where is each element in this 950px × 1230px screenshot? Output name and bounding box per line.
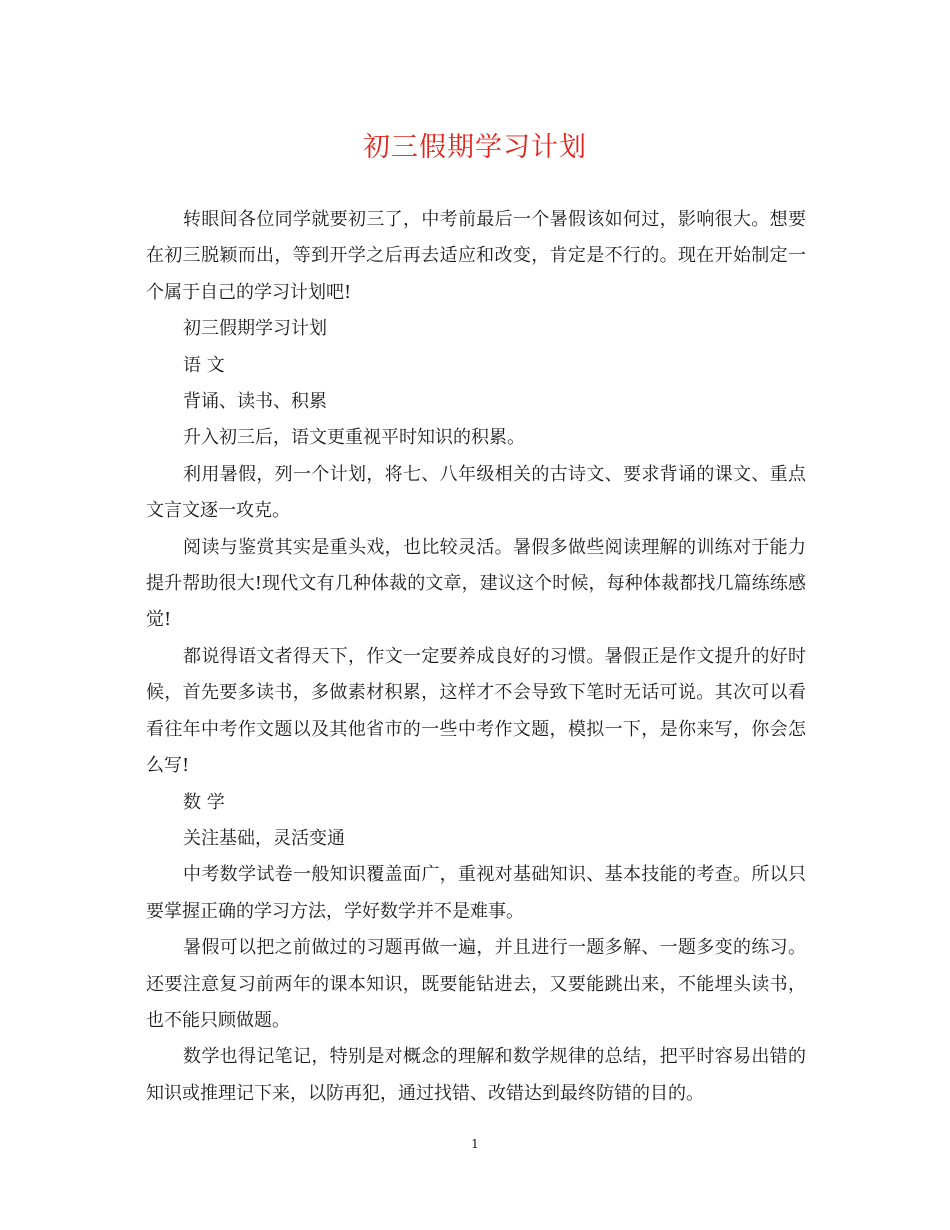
subject-heading-chinese: 语 文	[183, 354, 225, 376]
paragraph: 阅读与鉴赏其实是重头戏，也比较灵活。暑假多做些阅读理解的训练对于能力提升帮助很大!现代文有几种体裁的文章，建议这个时候，每种体裁都找几篇练练感觉!	[146, 536, 806, 631]
page-number: 1	[471, 1137, 479, 1151]
subheading-chinese: 背诵、读书、积累	[183, 391, 327, 413]
paragraph-intro: 转眼间各位同学就要初三了，中考前最后一个暑假该如何过，影响很大。想要在初三脱颖而出，等到开学之后再去适应和改变，肯定是不行的。现在开始制定一个属于自己的学习计划吧!	[146, 209, 806, 303]
paragraph: 都说得语文者得天下，作文一定要养成良好的习惯。暑假正是作文提升的好时候，首先要多读书，多做素材积累，这样才不会导致下笔时无话可说。其次可以看看往年中考作文题以及其他省市的一些中考作文题，模拟一下，是你来写，你会怎么写!	[146, 645, 806, 777]
paragraph: 升入初三后，语文更重视平时知识的积累。	[183, 427, 525, 449]
paragraph: 中考数学试卷一般知识覆盖面广，重视对基础知识、基本技能的考查。所以只要掌握正确的学习方法，学好数学并不是难事。	[146, 864, 806, 922]
paragraph: 利用暑假，列一个计划，将七、八年级相关的古诗文、要求背诵的课文、重点文言文逐一攻克。	[146, 463, 806, 522]
document-title: 初三假期学习计划	[363, 132, 587, 163]
subheading-math: 关注基础，灵活变通	[183, 827, 345, 849]
paragraph: 暑假可以把之前做过的习题再做一遍，并且进行一题多解、一题多变的练习。还要注意复习前两年的课本知识，既要能钻进去，又要能跳出来，不能埋头读书，也不能只顾做题。	[146, 937, 806, 1031]
subject-heading-math: 数 学	[183, 791, 225, 813]
section-heading-plan: 初三假期学习计划	[183, 318, 327, 340]
paragraph: 数学也得记笔记，特别是对概念的理解和数学规律的总结，把平时容易出错的知识或推理记下来，以防再犯，通过找错、改错达到最终防错的目的。	[146, 1046, 806, 1104]
document-body	[146, 202, 806, 1112]
